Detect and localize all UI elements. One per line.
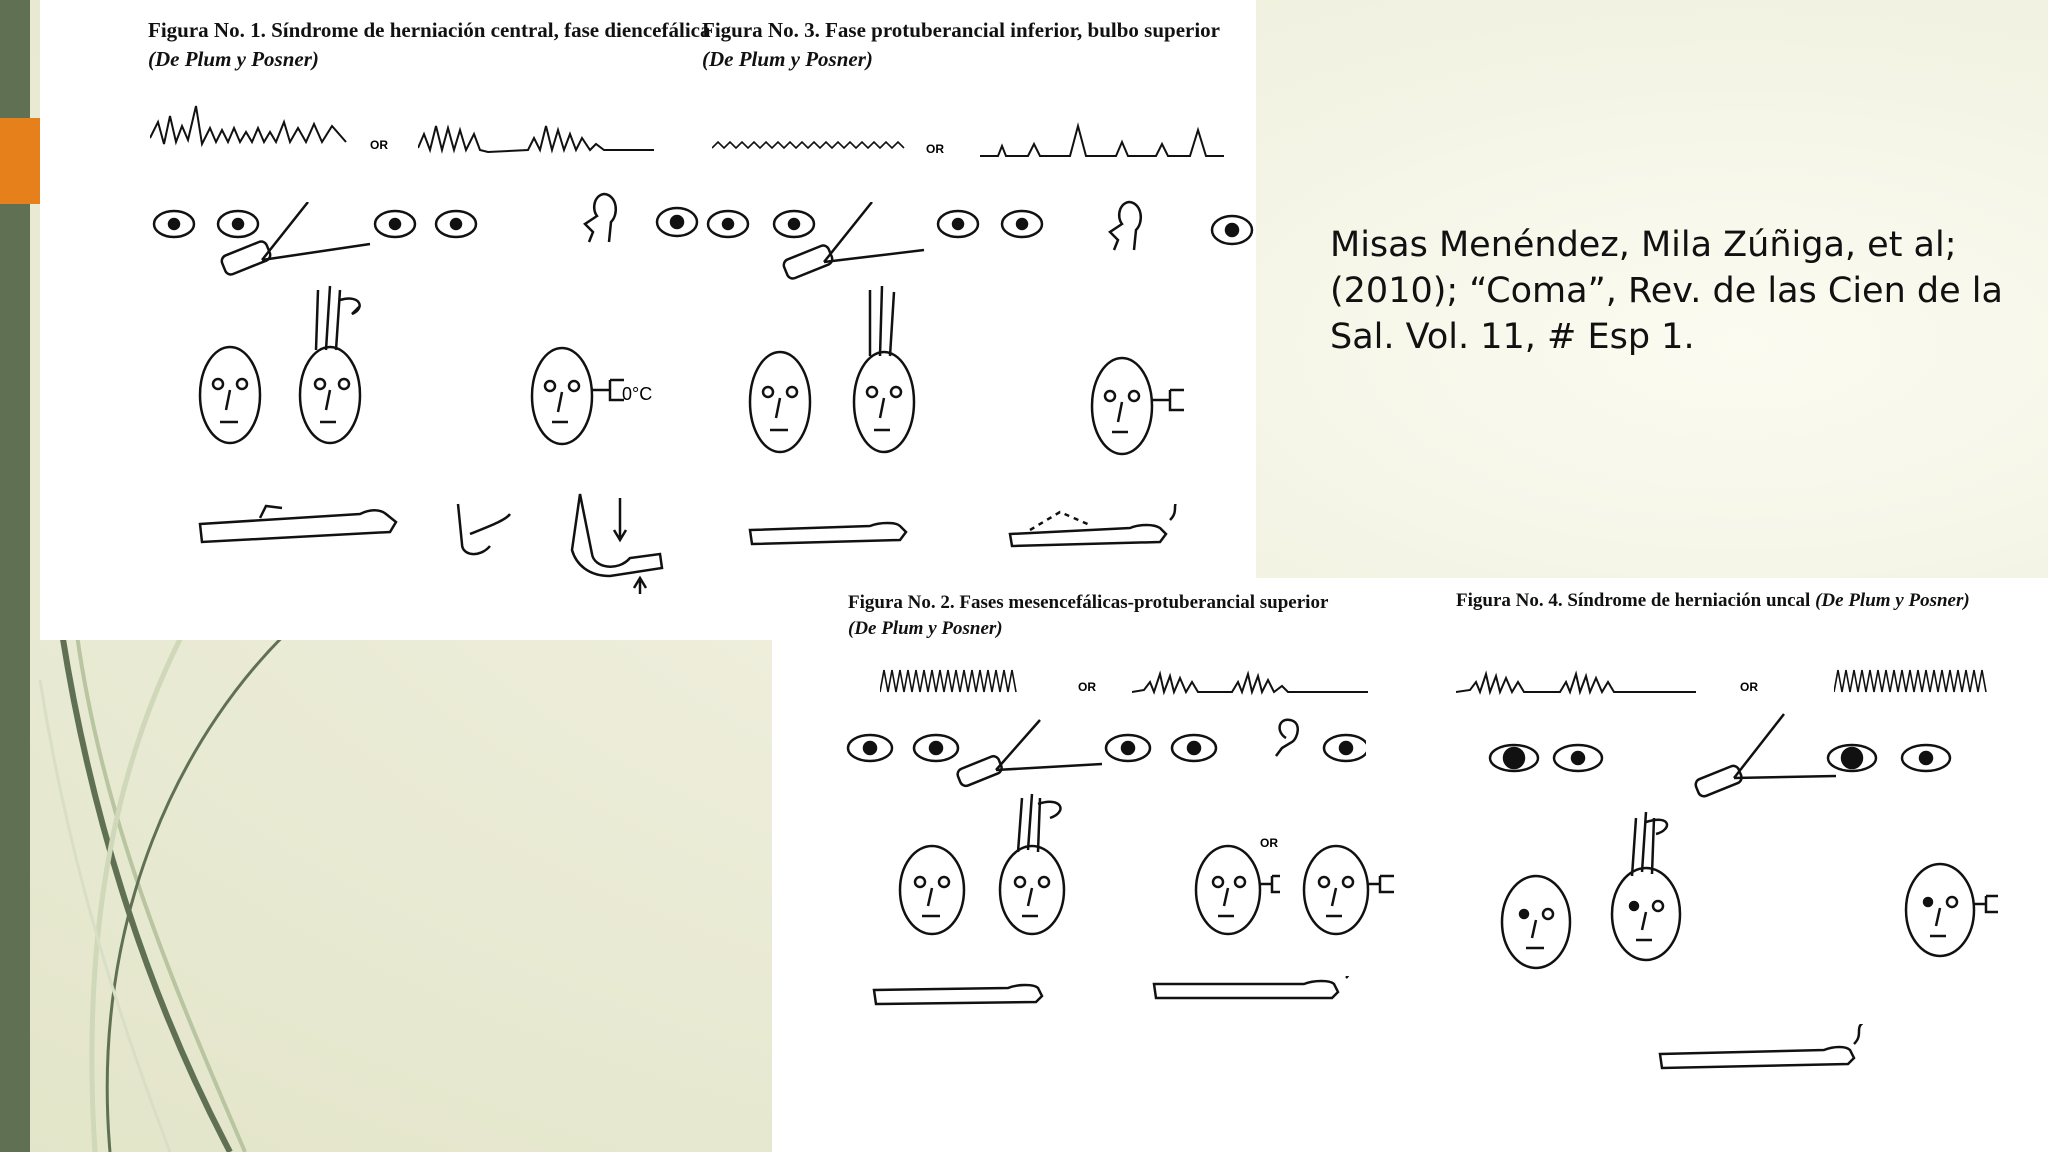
fig2-or-label: OR — [1078, 680, 1096, 694]
fig4-eeg-wave-b — [1834, 662, 1994, 698]
fig4-pupils-row — [1484, 712, 2004, 802]
figure-4-title: Figura No. 4. Síndrome de herniación uncal (De Plum y Posner) — [1456, 590, 1970, 611]
fig3-motor-responses — [740, 504, 1240, 564]
fig2-heads-row — [892, 790, 1452, 960]
slide-accent-tab — [0, 118, 40, 204]
fig3-caloric-head — [1080, 350, 1256, 460]
fig1-motor-responses — [190, 484, 690, 614]
figure-image-bottom — [772, 578, 2048, 1152]
decorative-swoosh — [0, 620, 300, 1152]
fig1-or-label: OR — [370, 138, 388, 152]
fig1-pupils-row — [150, 202, 610, 292]
figure-2-title: Figura No. 2. Fases mesencefálicas-protuberancial superior (De Plum y Posner) — [848, 592, 1329, 639]
fig2-motor-responses — [868, 976, 1428, 1026]
fig4-eeg-wave-a — [1456, 664, 1716, 700]
fig1-temperature-label: 0°C — [622, 384, 653, 404]
fig3-eeg-wave-b — [980, 118, 1256, 164]
fig4-or-label: OR — [1740, 680, 1758, 694]
fig1-head-turn-eye — [575, 186, 705, 256]
fig3-head-turn-eye — [1100, 194, 1256, 264]
fig1-oculocephalic-heads — [190, 280, 430, 450]
fig2-eeg-wave-b — [1132, 664, 1372, 700]
fig2-eeg-wave-a — [880, 662, 1020, 698]
citation-line: (2010); “Coma”, Rev. de las Cien de la — [1330, 271, 2003, 311]
citation-text — [1330, 222, 2020, 360]
fig4-motor-response — [1654, 1024, 1874, 1084]
fig3-eeg-wave-a — [712, 126, 912, 162]
fig3-pupils-row — [704, 202, 1104, 292]
fig4-heads-row — [1496, 810, 2016, 980]
figure-image-top — [40, 0, 1256, 640]
fig1-eeg-wave-b — [418, 112, 658, 162]
fig2-heads-or-label: OR — [1260, 836, 1278, 850]
citation-line: Misas Menéndez, Mila Zúñiga, et al; — [1330, 225, 1957, 265]
fig1-caloric-head — [520, 340, 720, 460]
citation-line: Sal. Vol. 11, # Esp 1. — [1330, 317, 1695, 357]
fig3-or-label: OR — [926, 142, 944, 156]
fig3-oculocephalic-heads — [740, 280, 980, 460]
figure-1-title: Figura No. 1. Síndrome de herniación central, fase diencefálica (De Plum y Posner) — [148, 18, 711, 71]
fig1-eeg-wave-a — [150, 98, 350, 160]
fig2-pupils-row — [846, 708, 1366, 798]
figure-3-title: Figura No. 3. Fase protuberancial inferior, bulbo superior (De Plum y Posner) — [702, 18, 1221, 71]
